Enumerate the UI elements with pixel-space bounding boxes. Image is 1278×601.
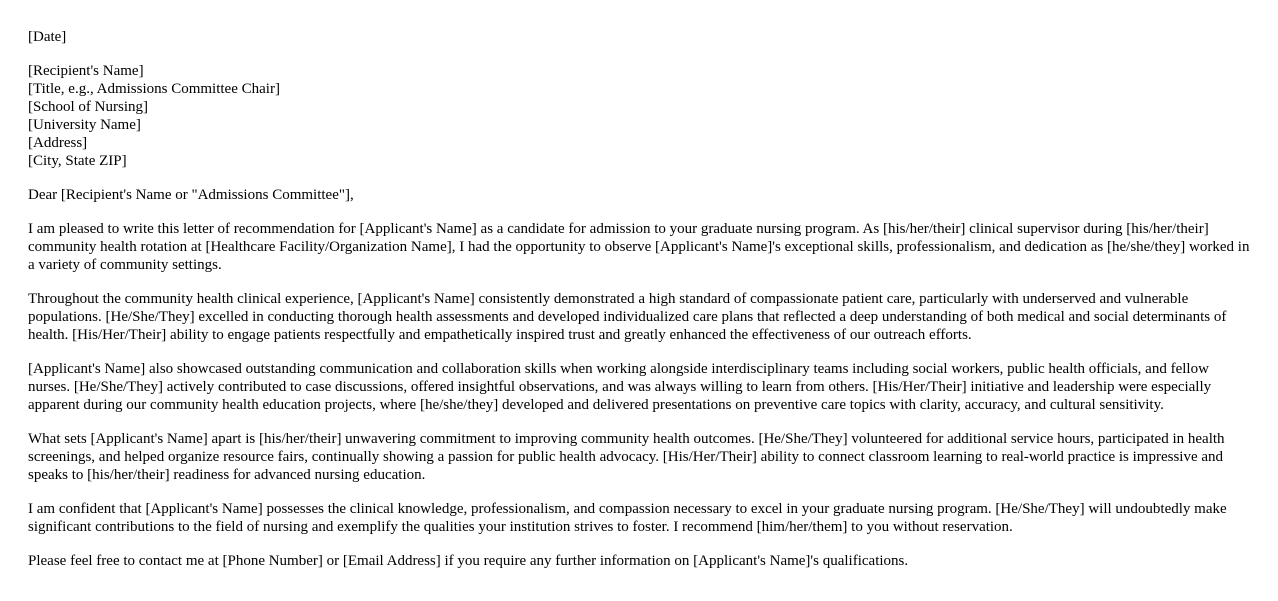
recipient-title: [Title, e.g., Admissions Committee Chair] (28, 81, 280, 97)
recipient-address-block (28, 62, 1254, 170)
letter-date (28, 28, 1254, 46)
recipient-university: [University Name] (28, 117, 141, 133)
recipient-name: [Recipient's Name] (28, 63, 144, 79)
date-text: [Date] (28, 29, 67, 45)
body-paragraph-patient-care: Throughout the community health clinical experience, [Applicant's Name] consistently demonstrated a high standard of compassionate patient care, particularly with underserved and vulnerable populations. [He/She/They] excelled in conducting thorough health assessments and developed individualized care plans that reflected a deep understanding of both medical and social determinants of health. [His/Her/Their] ability to engage patients respectfully and empathetically inspired trust and greatly enhanced the effectiveness of our outreach efforts. (28, 291, 1227, 343)
recipient-address: [Address] (28, 135, 88, 151)
body-paragraph-contact: Please feel free to contact me at [Phone Number] or [Email Address] if you require any further information on [Applicant's Name]'s qualifications. (28, 553, 909, 569)
body-paragraph-recommendation: I am confident that [Applicant's Name] possesses the clinical knowledge, professionalism, and compassion necessary to excel in your graduate nursing program. [He/She/They] will undoubtedly make significant contributions to the field of nursing and exemplify the qualities your institution strives to foster. I recommend [him/her/them] to you without reservation. (28, 501, 1227, 535)
body-paragraph-intro: I am pleased to write this letter of recommendation for [Applicant's Name] as a candidate for admission to your graduate nursing program. As [his/her/their] clinical supervisor during [his/her/their] community health rotation at [Healthcare Facility/Organization Name], I had the opportunity to observe [Applicant's Name]'s exceptional skills, professionalism, and dedication as [he/she/they] worked in a variety of community settings. (28, 221, 1250, 273)
body-paragraph-collaboration: [Applicant's Name] also showcased outstanding communication and collaboration skills when working alongside interdisciplinary teams including social workers, public health officials, and fellow nurses. [He/She/They] actively contributed to case discussions, offered insightful observations, and was always willing to learn from others. [His/Her/Their] initiative and leadership were especially apparent during our community health education projects, where [he/she/they] developed and delivered presentations on preventive care topics with clarity, accuracy, and cultural sensitivity. (28, 361, 1212, 413)
letter-document (28, 28, 1254, 586)
salutation: Dear [Recipient's Name or "Admissions Committee"], (28, 187, 354, 203)
body-paragraph-commitment: What sets [Applicant's Name] apart is [his/her/their] unwavering commitment to improving community health outcomes. [He/She/They] volunteered for additional service hours, participated in health screenings, and helped organize resource fairs, continually showing a passion for public health advocacy. [His/Her/Their] ability to connect classroom learning to real-world practice is impressive and speaks to [his/her/their] readiness for advanced nursing education. (28, 431, 1225, 483)
recipient-city-state-zip: [City, State ZIP] (28, 153, 127, 169)
recipient-school: [School of Nursing] (28, 99, 148, 115)
